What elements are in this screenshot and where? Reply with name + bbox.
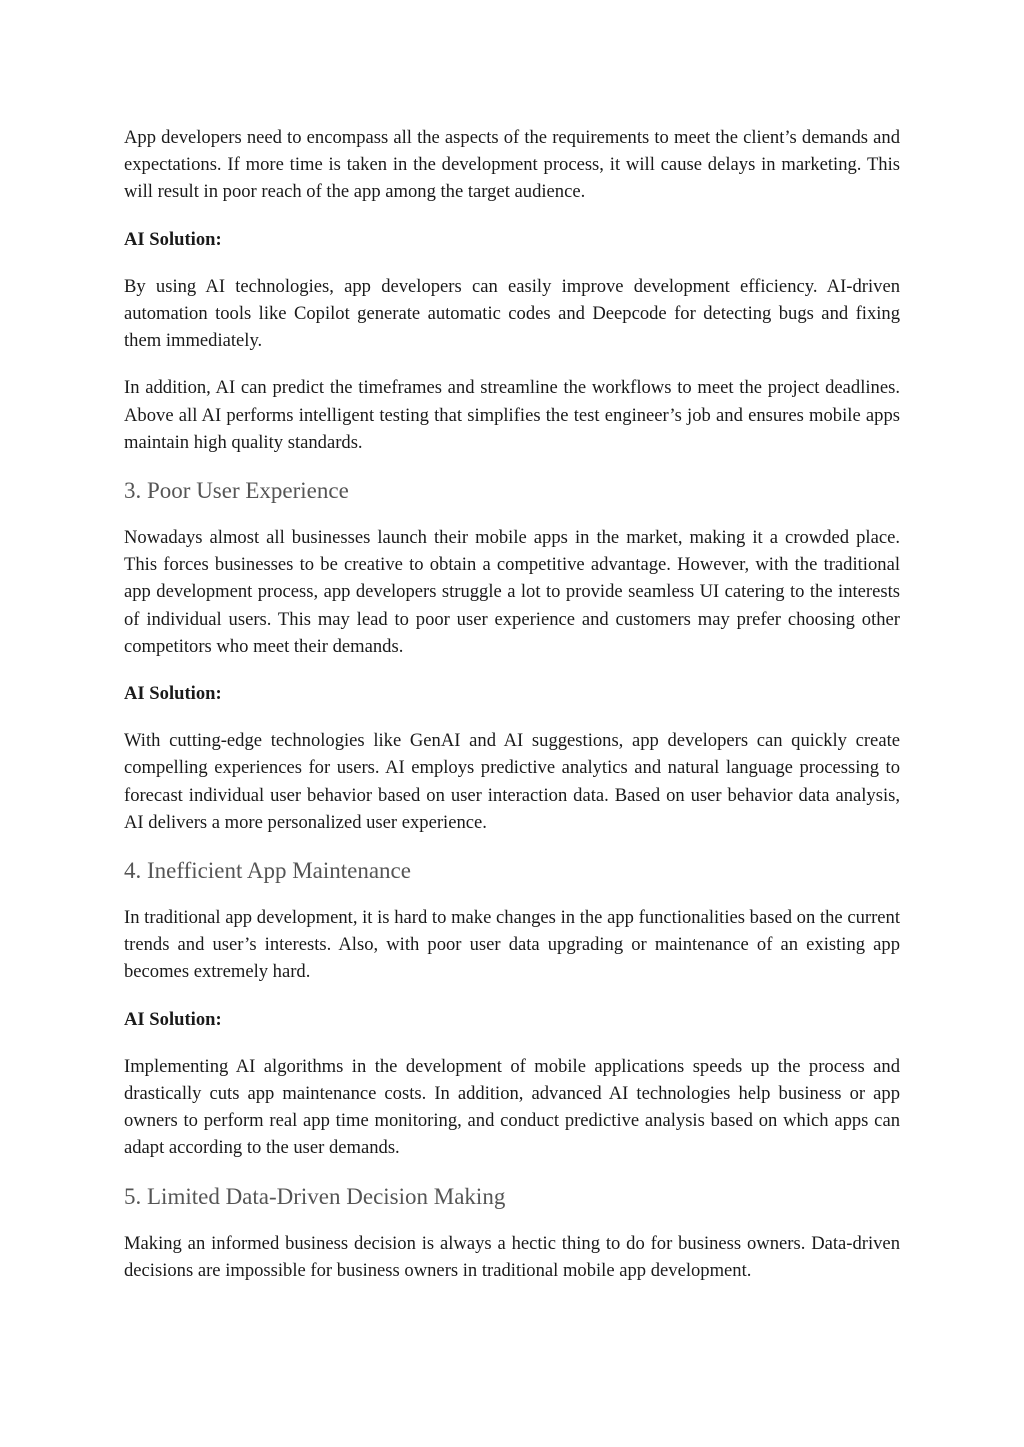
paragraph-development-efficiency: By using AI technologies, app developers can easily improve development efficiency. AI-driven automation tools like Copilot generate automatic codes and Deepcode for detecting bugs and fixing them immediately. — [124, 275, 900, 352]
paragraph-timeframes-testing: In addition, AI can predict the timeframes and streamline the workflows to meet the project deadlines. Above all AI performs intelligent testing that simplifies the test engineer’s job and ensures mobile apps maintain high quality standards. — [124, 377, 900, 453]
paragraph-informed-decisions: Making an informed business decision is always a hectic thing to do for business owners. Data-driven decisions are impossible for business owners in traditional mobile app development. — [124, 1232, 900, 1281]
heading-inefficient-maintenance: 4. Inefficient App Maintenance — [124, 858, 411, 884]
paragraph-ai-algorithms-maintenance: Implementing AI algorithms in the development of mobile applications speeds up the process and drastically cuts app maintenance costs. In addition, advanced AI technologies help business or app owners to perform real app time monitoring, and conduct predictive analysis based on which apps can adapt according to the user demands. — [124, 1055, 900, 1159]
ai-solution-label-3: AI Solution: — [124, 1008, 222, 1030]
heading-poor-user-experience: 3. Poor User Experience — [124, 478, 349, 504]
paragraph-personalized-experience: With cutting-edge technologies like GenAI and AI suggestions, app developers can quickly create compelling experiences for users. AI employs predictive analytics and natural language processing to forecast individual user behavior based on user interaction data. Based on user behavior data analysis, AI delivers a more personalized user experience. — [124, 730, 900, 833]
ai-solution-label-2: AI Solution: — [124, 683, 222, 705]
paragraph-traditional-maintenance: In traditional app development, it is hard to make changes in the app functionalities based on the current trends and user’s interests. Also, with poor user data upgrading or maintenance of an existing app becomes extremely hard. — [124, 907, 900, 983]
paragraph-requirements-delays: App developers need to encompass all the aspects of the requirements to meet the client’s demands and expectations. If more time is taken in the development process, it will cause delays in marketing. This will result in poor reach of the app among the target audience. — [124, 127, 900, 203]
ai-solution-label-1: AI Solution: — [124, 228, 222, 250]
heading-limited-data-driven: 5. Limited Data-Driven Decision Making — [124, 1183, 506, 1209]
document-page — [124, 124, 900, 1304]
paragraph-crowded-market: Nowadays almost all businesses launch their mobile apps in the market, making it a crowded place. This forces businesses to be creative to obtain a competitive advantage. However, with the traditional app development process, app developers struggle a lot to provide seamless UI catering to the interests of individual users. This may lead to poor user experience and customers may prefer choosing other competitors who meet their demands. — [124, 527, 900, 657]
